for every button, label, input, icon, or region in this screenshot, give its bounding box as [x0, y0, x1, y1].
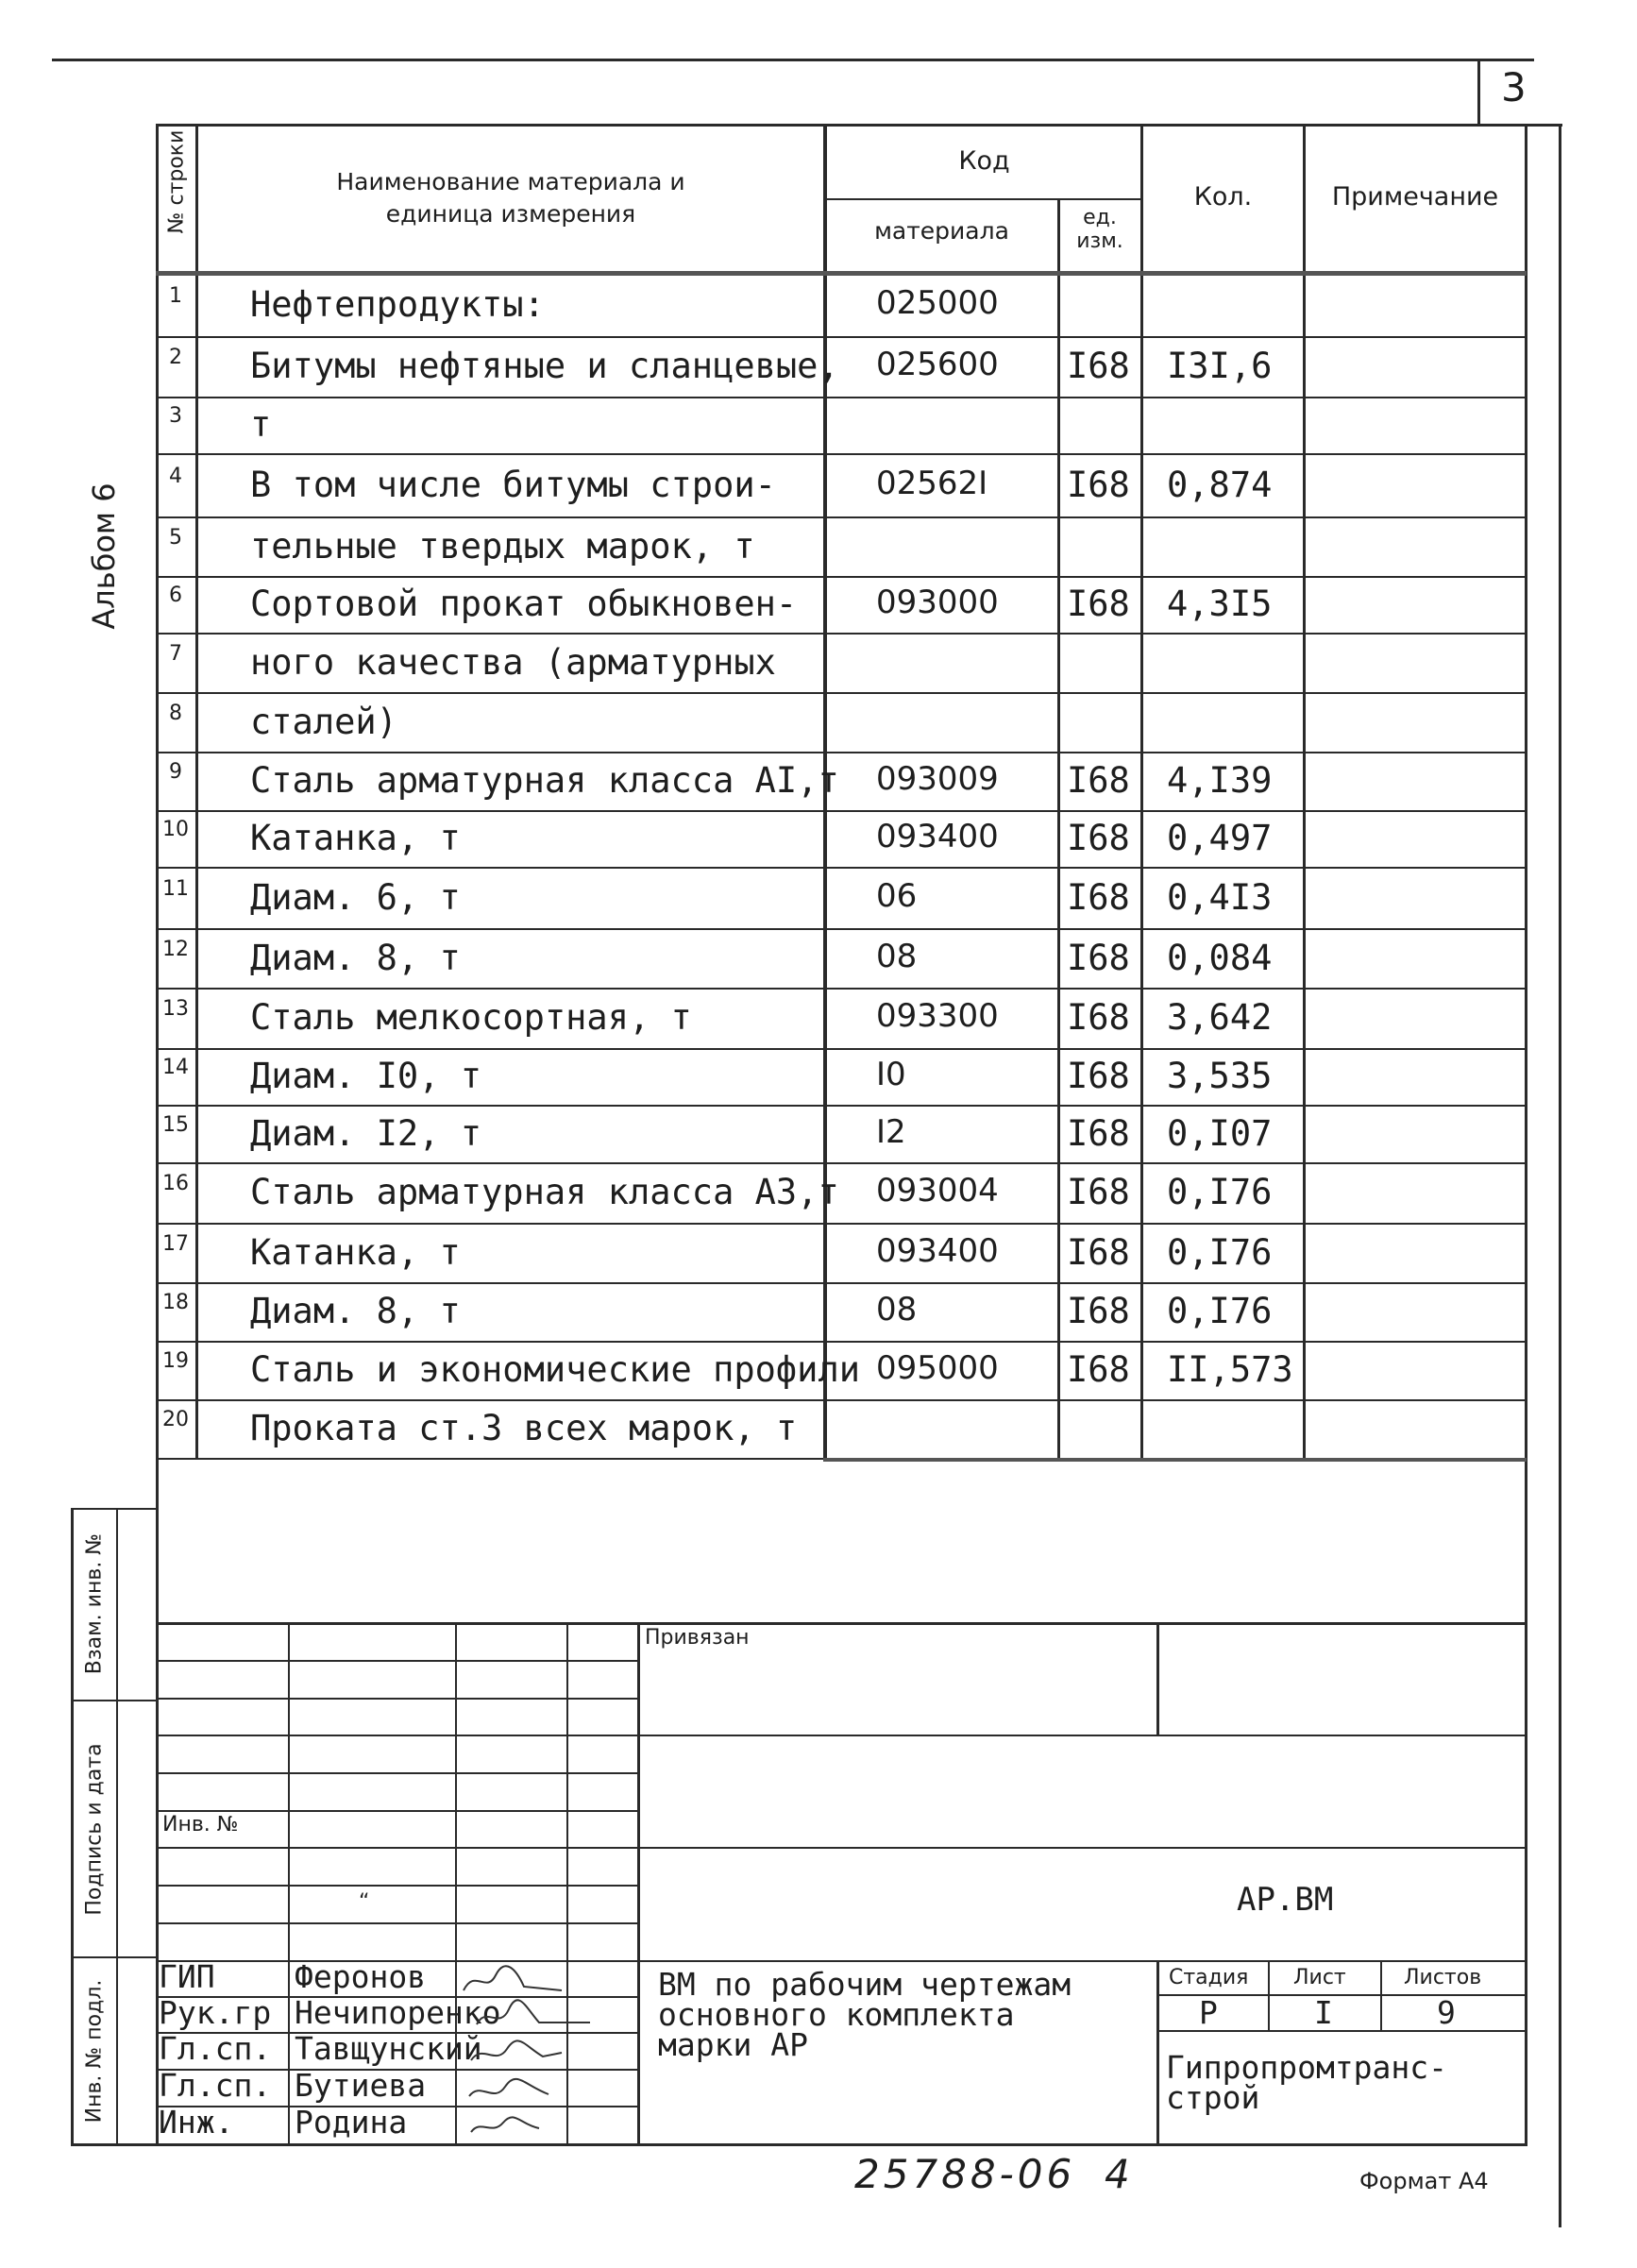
quantity: 0,I07 — [1167, 1113, 1273, 1154]
material-name: Диам. I2, т — [250, 1113, 482, 1154]
quantity: 4,I39 — [1167, 760, 1273, 801]
table-bottom-line — [823, 1458, 1527, 1462]
material-code: 095000 — [876, 1349, 999, 1387]
tb-name-0: Феронов — [295, 1958, 427, 1995]
material-code: I2 — [876, 1113, 906, 1151]
unit-code: I68 — [1067, 1349, 1130, 1390]
top-rule — [52, 59, 1534, 61]
frame-right-outer — [1559, 124, 1561, 2227]
header-row-no: № строки — [164, 129, 189, 234]
material-code: 08 — [876, 1291, 918, 1329]
row-number: 20 — [162, 1408, 189, 1431]
header-unit-line1: ед. — [1083, 206, 1117, 229]
col-rowno-line — [195, 124, 198, 1460]
material-code: 093300 — [876, 997, 999, 1035]
material-name: Катанка, т — [250, 1232, 461, 1273]
row-separator — [156, 516, 1527, 518]
material-code: 025000 — [876, 284, 999, 322]
side-stamp-left — [71, 1508, 74, 2145]
row-number: 15 — [162, 1113, 189, 1137]
row-number: 2 — [169, 346, 182, 369]
footer-doc-number: 25788-06 — [854, 2151, 1076, 2197]
quantity: II,573 — [1167, 1349, 1293, 1390]
row-number: 10 — [162, 818, 189, 841]
side-stamp-inv: Инв. № подл. — [82, 1979, 107, 2124]
tb-v8 — [1380, 1960, 1382, 2032]
unit-code: I68 — [1067, 1232, 1130, 1273]
tb-title-line-1: основного комплекта — [658, 1996, 1015, 2033]
material-name: Диам. I0, т — [250, 1056, 482, 1096]
row-number: 7 — [169, 642, 182, 666]
tb-h3 — [156, 1735, 1527, 1736]
row-number: 17 — [162, 1232, 189, 1256]
tb-sheet: I — [1314, 1994, 1333, 2031]
sheet-number: 3 — [1501, 64, 1527, 110]
unit-code: I68 — [1067, 818, 1130, 858]
tb-v6 — [1156, 1960, 1159, 2145]
row-number: 8 — [169, 702, 182, 725]
header-note: Примечание — [1331, 182, 1499, 212]
material-code: 093004 — [876, 1172, 999, 1210]
header-bottom-line — [156, 271, 1527, 276]
unit-code: I68 — [1067, 465, 1130, 505]
row-separator — [156, 336, 1527, 338]
tb-org-line1: Гипропромтранс- — [1166, 2049, 1448, 2086]
row-separator — [156, 1162, 1527, 1164]
unit-code: I68 — [1067, 1172, 1130, 1212]
material-name: т — [250, 404, 272, 445]
row-separator — [156, 1048, 1527, 1050]
row-separator — [156, 988, 1527, 990]
tb-privyazan: Привязан — [645, 1626, 750, 1650]
row-separator — [156, 397, 1527, 398]
row-number: 12 — [162, 938, 189, 961]
row-number: 9 — [169, 760, 182, 784]
header-name-line2: единица измерения — [385, 200, 636, 228]
col-code-line — [1057, 198, 1060, 1460]
row-separator — [156, 867, 1527, 869]
quantity: 0,084 — [1167, 938, 1273, 978]
tb-sheet-label: Лист — [1293, 1966, 1346, 1989]
quantity: 0,I76 — [1167, 1172, 1273, 1212]
row-number: 1 — [169, 284, 182, 308]
tb-designation: АР.ВМ — [1237, 1881, 1334, 1919]
tb-v4 — [637, 1622, 640, 2145]
tb-v7 — [1268, 1960, 1270, 2032]
unit-code: I68 — [1067, 997, 1130, 1038]
sheet-box-left — [1477, 59, 1480, 125]
side-stamp-top — [71, 1508, 158, 1510]
tb-dot-mark: “ — [359, 1890, 370, 1914]
row-separator — [156, 810, 1527, 812]
tb-name-4: Родина — [295, 2104, 408, 2141]
tb-top-line — [156, 1622, 1527, 1625]
row-separator — [156, 1105, 1527, 1107]
tb-sheets-label: Листов — [1404, 1966, 1482, 1989]
header-name-line1: Наименование материала и — [336, 168, 685, 195]
material-name: ного качества (арматурных — [250, 642, 776, 683]
row-separator — [156, 1341, 1527, 1343]
quantity: 0,497 — [1167, 818, 1273, 858]
tb-stage: Р — [1199, 1994, 1218, 2031]
unit-code: I68 — [1067, 1291, 1130, 1331]
row-separator — [156, 928, 1527, 930]
tb-v5 — [1156, 1622, 1159, 1735]
tb-sheets: 9 — [1437, 1994, 1456, 2031]
tb-role-2: Гл.сп. — [159, 2030, 272, 2067]
material-code: 093009 — [876, 760, 999, 798]
row-number: 19 — [162, 1349, 189, 1373]
material-code: 08 — [876, 938, 918, 975]
row-number: 18 — [162, 1291, 189, 1314]
material-code: 093400 — [876, 818, 999, 855]
material-name: Сталь и экономические профили — [250, 1349, 861, 1390]
material-name: Диам. 8, т — [250, 938, 461, 978]
material-name: тельные твердых марок, т — [250, 526, 755, 567]
frame-left — [156, 124, 159, 2144]
tb-title-line-0: ВМ по рабочим чертежам — [658, 1966, 1072, 2003]
unit-code: I68 — [1067, 760, 1130, 801]
col-unit-line — [1140, 124, 1143, 1460]
side-stamp-podpis: Подпись и дата — [82, 1743, 107, 1916]
row-number: 6 — [169, 584, 182, 607]
unit-code: I68 — [1067, 346, 1130, 386]
tb-v1 — [288, 1622, 290, 2145]
material-code: 025600 — [876, 346, 999, 383]
tb-stage-label: Стадия — [1169, 1966, 1249, 1989]
row-number: 5 — [169, 526, 182, 550]
row-separator — [156, 1282, 1527, 1284]
signatures-drawing — [458, 1962, 618, 2141]
row-separator — [156, 752, 1527, 753]
tb-inv-no: Инв. № — [162, 1813, 239, 1836]
material-name: Битумы нефтяные и сланцевые, — [250, 346, 839, 386]
unit-code: I68 — [1067, 1113, 1130, 1154]
quantity: I3I,6 — [1167, 346, 1273, 386]
quantity: 3,535 — [1167, 1056, 1273, 1096]
material-name: Диам. 6, т — [250, 877, 461, 918]
side-stamp-mid — [116, 1508, 118, 2145]
footer-doc-page: 4 — [1105, 2151, 1130, 2197]
material-name: В том числе битумы строи- — [250, 465, 776, 505]
material-code: I0 — [876, 1056, 906, 1093]
header-unit-line2: изм. — [1076, 229, 1123, 253]
material-name: Сортовой прокат обыкновен- — [250, 584, 798, 624]
row-separator — [156, 576, 1527, 578]
row-separator — [156, 692, 1527, 694]
tb-name-2: Тавщунский — [295, 2030, 482, 2067]
frame-top — [156, 124, 1562, 127]
side-stamp-vzam: Взам. инв. № — [82, 1532, 107, 1675]
header-code: Код — [958, 146, 1010, 176]
material-name: Сталь мелкосортная, т — [250, 997, 692, 1038]
row-number: 16 — [162, 1172, 189, 1195]
row-number: 11 — [162, 877, 189, 901]
unit-code: I68 — [1067, 584, 1130, 624]
header-qty: Кол. — [1193, 182, 1253, 212]
tb-role-3: Гл.сп. — [159, 2067, 272, 2104]
material-code: 093400 — [876, 1232, 999, 1270]
quantity: 0,I76 — [1167, 1291, 1273, 1331]
tb-name-3: Бутиева — [295, 2067, 427, 2104]
material-code: 02562I — [876, 465, 988, 502]
footer-format: Формат А4 — [1359, 2168, 1489, 2194]
material-name: Сталь арматурная класса А3,т — [250, 1172, 839, 1212]
tb-org-line2: строй — [1166, 2079, 1260, 2116]
quantity: 3,642 — [1167, 997, 1273, 1038]
quantity: 0,I76 — [1167, 1232, 1273, 1273]
album-label: Альбом 6 — [86, 482, 122, 630]
material-name: Нефтепродукты: — [250, 284, 545, 325]
tb-name-1: Нечипоренко — [295, 1994, 501, 2031]
material-code: 093000 — [876, 584, 999, 621]
tb-h6 — [156, 1847, 1527, 1849]
row-separator — [156, 633, 1527, 635]
material-name: сталей) — [250, 702, 397, 742]
tb-role-1: Рук.гр — [159, 1994, 272, 2031]
row-separator — [156, 1223, 1527, 1225]
row-number: 13 — [162, 997, 189, 1021]
quantity: 4,3I5 — [1167, 584, 1273, 624]
code-split-line — [825, 198, 1142, 200]
row-separator — [156, 1399, 1527, 1401]
row-number: 14 — [162, 1056, 189, 1079]
frame-right — [1525, 124, 1527, 2144]
header-material: материала — [874, 217, 1009, 245]
row-number: 3 — [169, 404, 182, 428]
material-code: 06 — [876, 877, 918, 915]
row-separator — [156, 453, 1527, 455]
quantity: 0,874 — [1167, 465, 1273, 505]
unit-code: I68 — [1067, 877, 1130, 918]
col-qty-line — [1303, 124, 1306, 1460]
quantity: 0,4I3 — [1167, 877, 1273, 918]
material-name: Диам. 8, т — [250, 1291, 461, 1331]
row-number: 4 — [169, 465, 182, 488]
tb-role-4: Инж. — [159, 2104, 234, 2141]
unit-code: I68 — [1067, 1056, 1130, 1096]
material-name: Катанка, т — [250, 818, 461, 858]
unit-code: I68 — [1067, 938, 1130, 978]
tb-title-line-2: марки АР — [658, 2026, 808, 2063]
tb-role-0: ГИП — [159, 1958, 215, 1995]
material-name: Сталь арматурная класса АI,т — [250, 760, 839, 801]
material-name: Проката ст.3 всех марок, т — [250, 1408, 798, 1448]
side-stamp-div1 — [71, 1700, 158, 1701]
